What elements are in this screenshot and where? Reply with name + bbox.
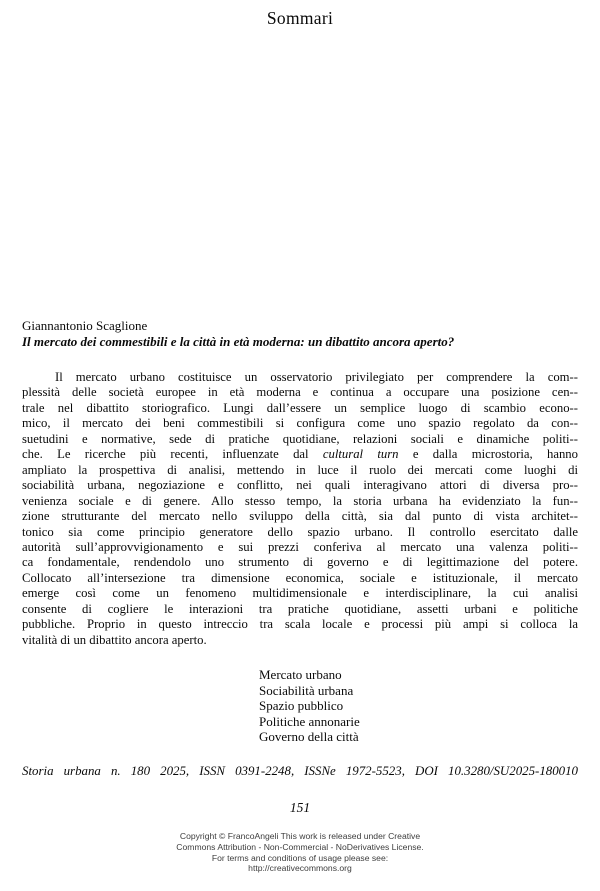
page-number: 151	[289, 800, 311, 815]
abstract-line: venienza sociale e di genere. Allo stesso tempo, la storia urbana ha evidenziato la fun--	[22, 493, 578, 508]
abstract-line: consente di cogliere le interazioni tra pratiche quotidiane, assetti urbani e politiche	[22, 601, 578, 616]
abstract-line: suetudini e normative, sede di pratiche quotidiane, relazioni sociali e dinamiche politi--	[22, 431, 578, 446]
keyword-item: Politiche annonarie	[259, 713, 360, 729]
author-name: Giannantonio Scaglione	[22, 318, 148, 333]
keyword-item: Mercato urbano	[259, 667, 342, 682]
abstract-line: vitalità di un dibattito ancora aperto.	[22, 632, 207, 647]
abstract-line: mico, il mercato dei beni commestibili si configura come uno spazio regolato da con--	[22, 416, 578, 431]
journal-citation: Storia urbana n. 180 2025, ISSN 0391-2248, ISSNe 1972-5523, DOI 10.3280/SU2025-180010	[22, 764, 578, 778]
copyright-line: For terms and conditions of usage please see:	[211, 852, 389, 863]
abstract-line: ca fondamentale, rendendolo uno strumento di governo e di legittimazione del potere.	[22, 555, 578, 570]
abstract-line: Il mercato urbano costituisce un osservatorio privilegiato per comprendere la com--	[55, 370, 578, 384]
abstract-line: tonico sia come principio generatore dello spazio urbano. Il controllo esercitato dalle	[22, 524, 578, 539]
copyright-url: http://creativecommons.org	[248, 863, 352, 874]
abstract-line: ampliato la prospettiva di analisi, mettendo in luce il ruolo dei mercati come luoghi di	[22, 462, 578, 477]
abstract-text	[22, 370, 578, 648]
abstract-line: pubbliche. Proprio in questo intreccio tra scala locale e processi più ampi si colloca la	[22, 617, 578, 632]
keywords-list	[259, 667, 360, 745]
copyright-notice	[0, 831, 600, 874]
abstract-line: autorità sull’approvvigionamento e sui prezzi conferiva al mercato una valenza politi--	[22, 539, 578, 554]
abstract-line: sociabilità urbana, negoziazione e conflitto, nei quali interagivano attori di diversa pro--	[22, 478, 578, 493]
abstract-line: Collocato all’intersezione tra dimensione economica, sociale e istituzionale, il mercato	[22, 570, 578, 585]
keyword-item: Spazio pubblico	[259, 698, 344, 713]
keyword-item: Sociabilità urbana	[259, 682, 354, 698]
article-title: Il mercato dei commestibili e la città in età moderna: un dibattito ancora aperto?	[22, 333, 455, 349]
abstract-line-segment: e dalla microstoria, hanno	[398, 447, 578, 462]
abstract-line: trale nel dibattito storiografico. Lungi dall’essere un semplice luogo di scambio econo--	[22, 400, 578, 415]
entry-heading	[22, 318, 578, 350]
abstract-line: zione strutturante del mercato nello sviluppo della città, sia dal punto di vista architet--	[22, 509, 578, 524]
abstract-line: emerge così come un fenomeno multidimensionale e interdisciplinare, la cui analisi	[22, 586, 578, 601]
abstract-line: plessità delle società europee in età moderna e continua a occupare una posizione cen--	[22, 385, 578, 400]
italic-term: cultural turn	[322, 447, 399, 462]
copyright-line: Commons Attribution - Non-Commercial - NoDerivatives License.	[176, 841, 424, 852]
abstract-line	[22, 447, 578, 462]
keyword-item: Governo della città	[259, 729, 359, 744]
abstract-line-segment: che. Le ricerche più recenti, influenzate dal	[22, 447, 323, 462]
copyright-line: Copyright © FrancoAngeli This work is released under Creative	[179, 831, 421, 841]
page-header-title: Sommari	[266, 8, 334, 28]
